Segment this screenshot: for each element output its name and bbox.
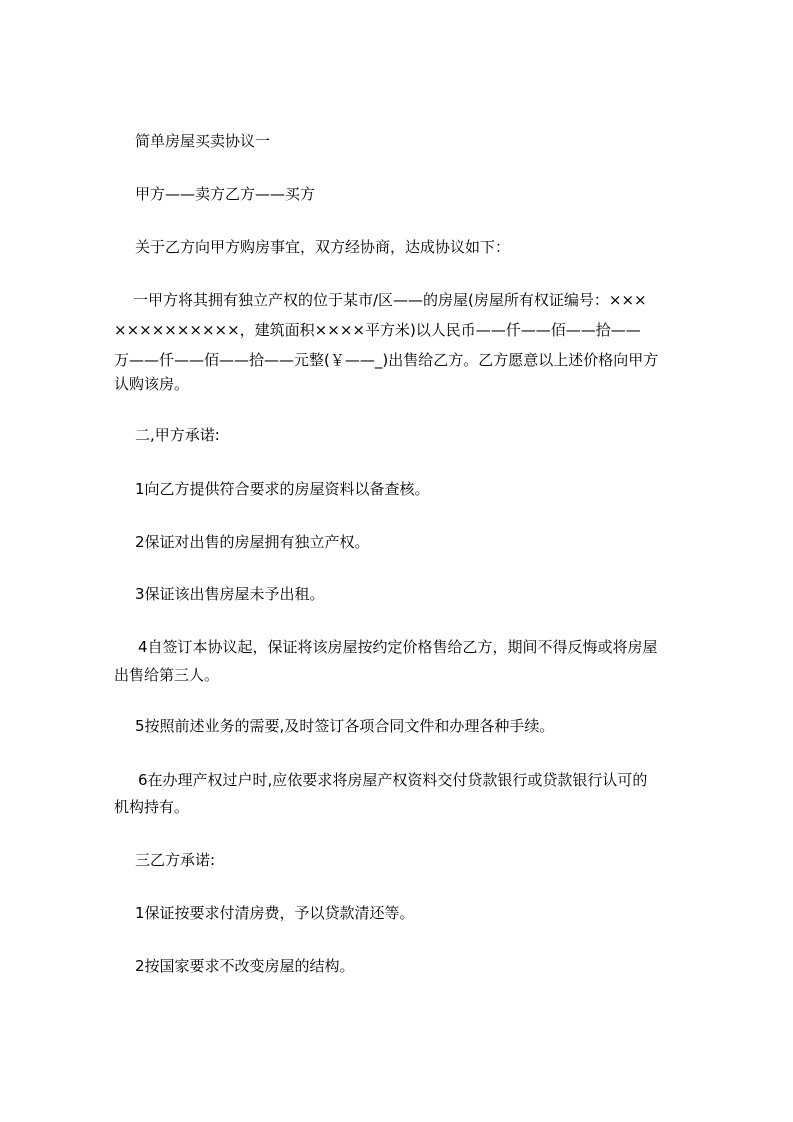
clause-1-line: ××××××××××，建筑面积××××平方米)以人民币——仟——佰——拾—— (114, 321, 641, 339)
section-2-item-line: 机构持有。 (114, 798, 190, 816)
section-2-heading: 二,甲方承诺: (135, 426, 220, 444)
section-2-item-line: 6在办理产权过户时,应依要求将房屋产权资料交付贷款银行或贷款银行认可的 (138, 771, 648, 789)
section-2-item: 1向乙方提供符合要求的房屋资料以备查核。 (135, 480, 430, 498)
section-3-item: 1保证按要求付清房费，予以贷款清还等。 (135, 904, 415, 922)
section-2-item-line: 出售给第三人。 (114, 666, 220, 684)
document-title: 简单房屋买卖协议一 (135, 132, 271, 150)
section-2-item: 3保证该出售房屋未予出租。 (135, 585, 325, 603)
clause-1-line: 一甲方将其拥有独立产权的位于某市/区——的房屋(房屋所有权证编号：××× (133, 291, 647, 309)
section-3-item: 2按国家要求不改变房屋的结构。 (135, 957, 355, 975)
intro-paragraph: 关于乙方向甲方购房事宜，双方经协商，达成协议如下： (135, 238, 511, 256)
section-2-item-line: 4自签订本协议起，保证将该房屋按约定价格售给乙方，期间不得反悔或将房屋 (138, 638, 658, 656)
clause-1-line: 万——仟——佰——拾——元整(￥——_)出售给乙方。乙方愿意以上述价格向甲方 (114, 351, 659, 369)
parties-line: 甲方——卖方乙方——买方 (135, 185, 316, 203)
section-2-item: 2保证对出售的房屋拥有独立产权。 (135, 533, 370, 551)
section-3-heading: 三乙方承诺: (135, 851, 216, 869)
clause-1-line: 认购该房。 (114, 375, 190, 393)
section-2-item: 5按照前述业务的需要,及时签订各项合同文件和办理各种手续。 (135, 717, 555, 735)
